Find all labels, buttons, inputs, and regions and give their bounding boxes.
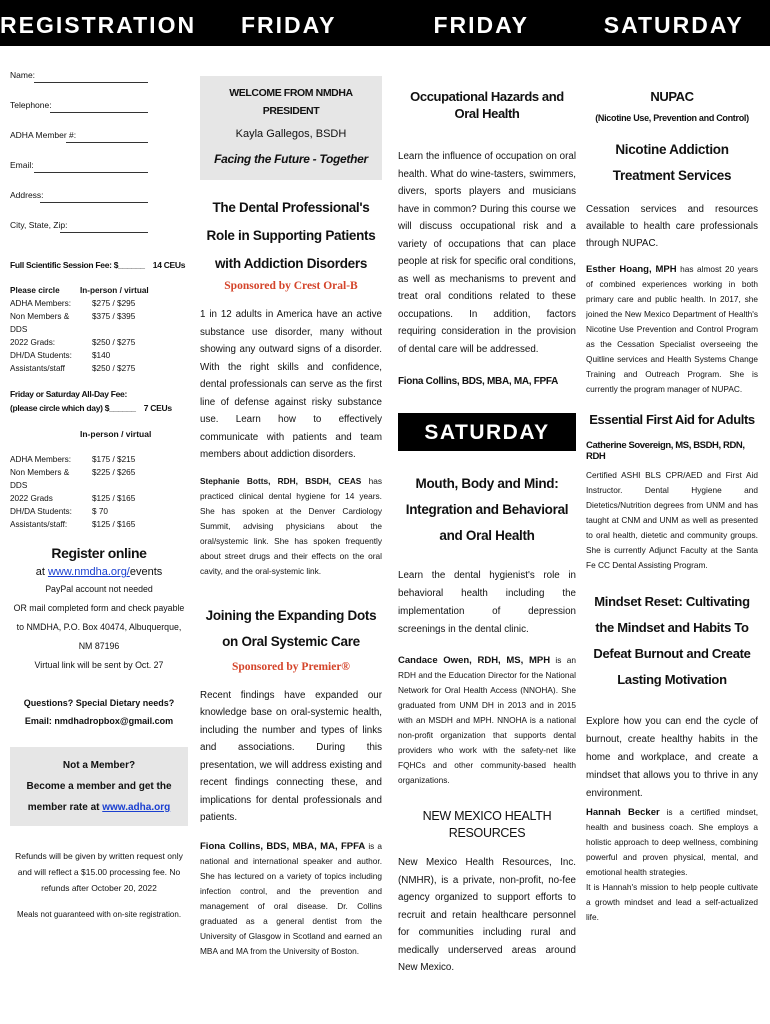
nupac-title: NUPAC: [650, 89, 694, 104]
allday-amount[interactable]: $______: [104, 403, 136, 413]
friday-column-2: [398, 46, 576, 1024]
table-row[interactable]: Assistants/staff: $125 / $165: [10, 520, 136, 529]
speaker-collins: Fiona Collins, BDS, MBA, MA, FPFA: [398, 376, 559, 387]
questions-heading: Questions? Special Dietary needs?: [23, 698, 175, 708]
resources-description: New Mexico Health Resources, Inc. (NMHR), is a private, non-profit, no-fee agency organized to support efforts to recruit and retain healthcare personnel for communities including rural and medically underserved areas around New Mexico.: [398, 857, 576, 973]
paypal-note: PayPal account not needed: [45, 584, 153, 594]
address-field[interactable]: Address:: [10, 188, 188, 218]
course-title-first-aid: Essential First Aid for Adults: [589, 412, 755, 427]
table-row[interactable]: 2022 Grads: $250 / $275: [10, 338, 136, 347]
mail-instructions: OR mail completed form and check payable to NMDHA, P.O. Box 40474, Albuquerque, NM 87196: [13, 603, 185, 651]
welcome-box: [200, 76, 382, 180]
header-bar: [0, 0, 770, 46]
nupac-subtitle: (Nicotine Use, Prevention and Control): [595, 113, 749, 123]
course-title-mindset: Mindset Reset: Cultivating the Mindset and Habits To Defeat Burnout and Create Lasting Motivation: [593, 594, 751, 687]
header-friday-1: FRIDAY: [241, 12, 337, 38]
conference-tagline: Facing the Future - Together: [214, 152, 368, 166]
register-online-heading: Register online: [51, 545, 147, 561]
full-session-fee: Full Scientific Session Fee: $______ 14 CEUs: [10, 260, 186, 270]
table-row[interactable]: ADHA Members: $275 / $295: [10, 299, 136, 308]
speaker-bio-hoang: Esther Hoang, MPH has almost 20 years of combined experiences working in both primary care and public health. In 2017, she joined the New Mexico Department of Health's Nicotine Use Prevention and Control Program as the Cessation Specialist overseeing the Quitline services and Health Systems Change Training and Outreach Program. She is currently the program manager of NUPAC.: [586, 264, 758, 394]
course-description-addiction: 1 in 12 adults in America have an active substance use disorder, many without showing any outward signs of a disorder. With the right skills and confidence, dental professionals can serve as the first line of defense against risky substance use. Learn how to effectively communicate with patients and team members about addiction disorders.: [200, 309, 382, 460]
course-description-nicotine: Cessation services and resources available to health care professionals through NUPAC.: [586, 204, 758, 249]
table-row[interactable]: Non Members & DDS $375 / $395: [10, 312, 136, 334]
contact-email[interactable]: Email: nmdhadropbox@gmail.com: [24, 716, 174, 726]
full-session-fee-table: Please circle In-person / virtual ADHA Members: $275 / $295 Non Members & DDS $375 / $395 2022 Grads: $250 / $275 DH/DA Students: $140 Assistants/staff $250 / $275: [10, 286, 149, 373]
speaker-bio-sovereign: Certified ASHI BLS CPR/AED and First Aid Instructor. Dental Hygiene and Dietetics/Nutrition degrees from UNM and has taught at CNM and UNM as well as presented to oral health, dietetic and community groups. She is currently Adjunct Faculty at the Santa Fe CC Dental Assisting Program.: [586, 470, 758, 570]
full-session-amount[interactable]: $______: [113, 260, 145, 270]
course-title-nicotine: Nicotine Addiction Treatment Services: [612, 142, 732, 183]
speaker-bio-collins: Fiona Collins, BDS, MBA, MA, FPFA is a national and international speaker and author. She has lectured on a variety of topics including infection control, and the prevention and management of oral disease. Dr. Collins graduated as a general dentist from the University of Glasgow in Scotland and earned an MBA and MA from the University of Boston.: [200, 840, 382, 956]
city-state-zip-field[interactable]: City, State, Zip:: [10, 218, 188, 248]
table-row[interactable]: 2022 Grads $125 / $165: [10, 494, 136, 503]
speaker-mission-becker: It is Hannah's mission to help people cultivate a growth mindset and lead a self-actualized life.: [586, 882, 758, 922]
header-registration: REGISTRATION: [0, 12, 197, 38]
president-name: Kayla Gallegos, BSDH: [235, 128, 347, 140]
course-title-oral-systemic: Joining the Expanding Dots on Oral Systemic Care: [205, 607, 377, 649]
course-title-addiction: The Dental Professional's Role in Supporting Patients with Addiction Disorders: [206, 200, 376, 271]
registration-column: [10, 46, 188, 1024]
register-online-line: at www.nmdha.org/events: [35, 566, 163, 578]
adha-member-field[interactable]: ADHA Member #:: [10, 128, 188, 158]
nmdha-events-link[interactable]: www.nmdha.org/: [47, 566, 130, 578]
speaker-bio-botts: Stephanie Botts, RDH, BSDH, CEAS has practiced clinical dental hygiene for 14 years. She has spoken at the Denver Cardiology Summit, advising physicians about the oral/systemic link. She has spoken frequently about street drugs and their effects on the oral cavity, and the oral-systemic link.: [200, 475, 382, 576]
saturday-column: [586, 46, 758, 1024]
speaker-bio-becker: Hannah Becker is a certified mindset, health and business coach. She employs a holistic approach to deep wellness, combining powerful and proven physical, mental, and emotional health strategies.: [586, 807, 758, 877]
resources-title: NEW MEXICO HEALTH RESOURCES: [422, 809, 552, 840]
allday-fee: Friday or Saturday All-Day Fee: (please circle which day) $______ 7 CEUs: [10, 389, 172, 413]
saturday-bar: SATURDAY: [398, 413, 576, 451]
speaker-sovereign: Catherine Sovereign, MS, BSDH, RDN, RDH: [586, 440, 745, 462]
table-row[interactable]: Non Members & DDS $225 / $265: [10, 468, 136, 490]
header-friday-2: FRIDAY: [433, 12, 529, 38]
course-description-oral-systemic: Recent findings have expanded our knowledge base on oral-systemic health, including the number and types of links and associations. During this presentation, we will address existing and recent findings connecting these, and implications for dental professionals and patients.: [200, 689, 382, 823]
table-row[interactable]: DH/DA Students: $ 70: [10, 507, 108, 516]
speaker-bio-owen: Candace Owen, RDH, MS, MPH is an RDH and the Education Director for the National Network for Oral Health Access (NNOHA). She graduated from UNM DH in 2013 and in 2015 with an MSDH and MPH. NNOHA is a national non-profit organization that supports dental providers who work with the safety-net like FQHCs and other community-based health organizations.: [398, 655, 576, 785]
email-field[interactable]: Email:: [10, 158, 188, 188]
course-title-occupational: Occupational Hazards and Oral Health: [410, 89, 564, 121]
membership-box: Not a Member? Become a member and get the member rate at www.adha.org: [10, 747, 188, 826]
welcome-title: WELCOME FROM NMDHA PRESIDENT: [229, 87, 353, 117]
table-row[interactable]: Assistants/staff $250 / $275: [10, 364, 136, 373]
sponsor-premier: Sponsored by Premier®: [231, 660, 351, 673]
course-title-mouth-body-mind: Mouth, Body and Mind: Integration and Behavioral and Oral Health: [405, 476, 569, 543]
header-saturday: SATURDAY: [603, 12, 744, 38]
course-description-mindset: Explore how you can end the cycle of burnout, create healthy habits in the home and workplace, and create a mindset that allows you to thrive in any environment.: [586, 716, 758, 799]
name-field[interactable]: Name:: [10, 68, 188, 98]
adha-link[interactable]: www.adha.org: [102, 802, 171, 813]
table-row[interactable]: ADHA Members: $175 / $215: [10, 455, 136, 464]
allday-fee-table: [10, 453, 135, 531]
course-description-mouth-body-mind: Learn the dental hygienist's role in behavioral health including the implementation of depression screenings in the dental clinic.: [398, 570, 576, 635]
table-row[interactable]: DH/DA Students: $140: [10, 351, 111, 360]
meals-note: Meals not guaranteed with on-site registration.: [16, 910, 182, 919]
sponsor-crest: Sponsored by Crest Oral-B: [224, 280, 358, 292]
course-description-occupational: Learn the influence of occupation on oral health. What do wine-tasters, swimmers, divers, sports players and musicians have in common? During this course we will discuss occupational risk and a variety of occupations that can place people at risk for specific oral conditions, as well as mechanisms to prevent and treat oral conditions related to these occupations. In addition, factors requiring consideration in the provision of dental care will be addressed.: [398, 151, 576, 355]
virtual-link-note: Virtual link will be sent by Oct. 27: [34, 660, 164, 670]
allday-inperson-virtual: In-person / virtual: [80, 429, 152, 439]
refund-policy: Refunds will be given by written request only and will reflect a $15.00 processing fee. No refunds after October 20, 2022: [15, 851, 183, 893]
friday-column-1: [200, 46, 382, 1024]
telephone-field[interactable]: Telephone:: [10, 98, 188, 128]
